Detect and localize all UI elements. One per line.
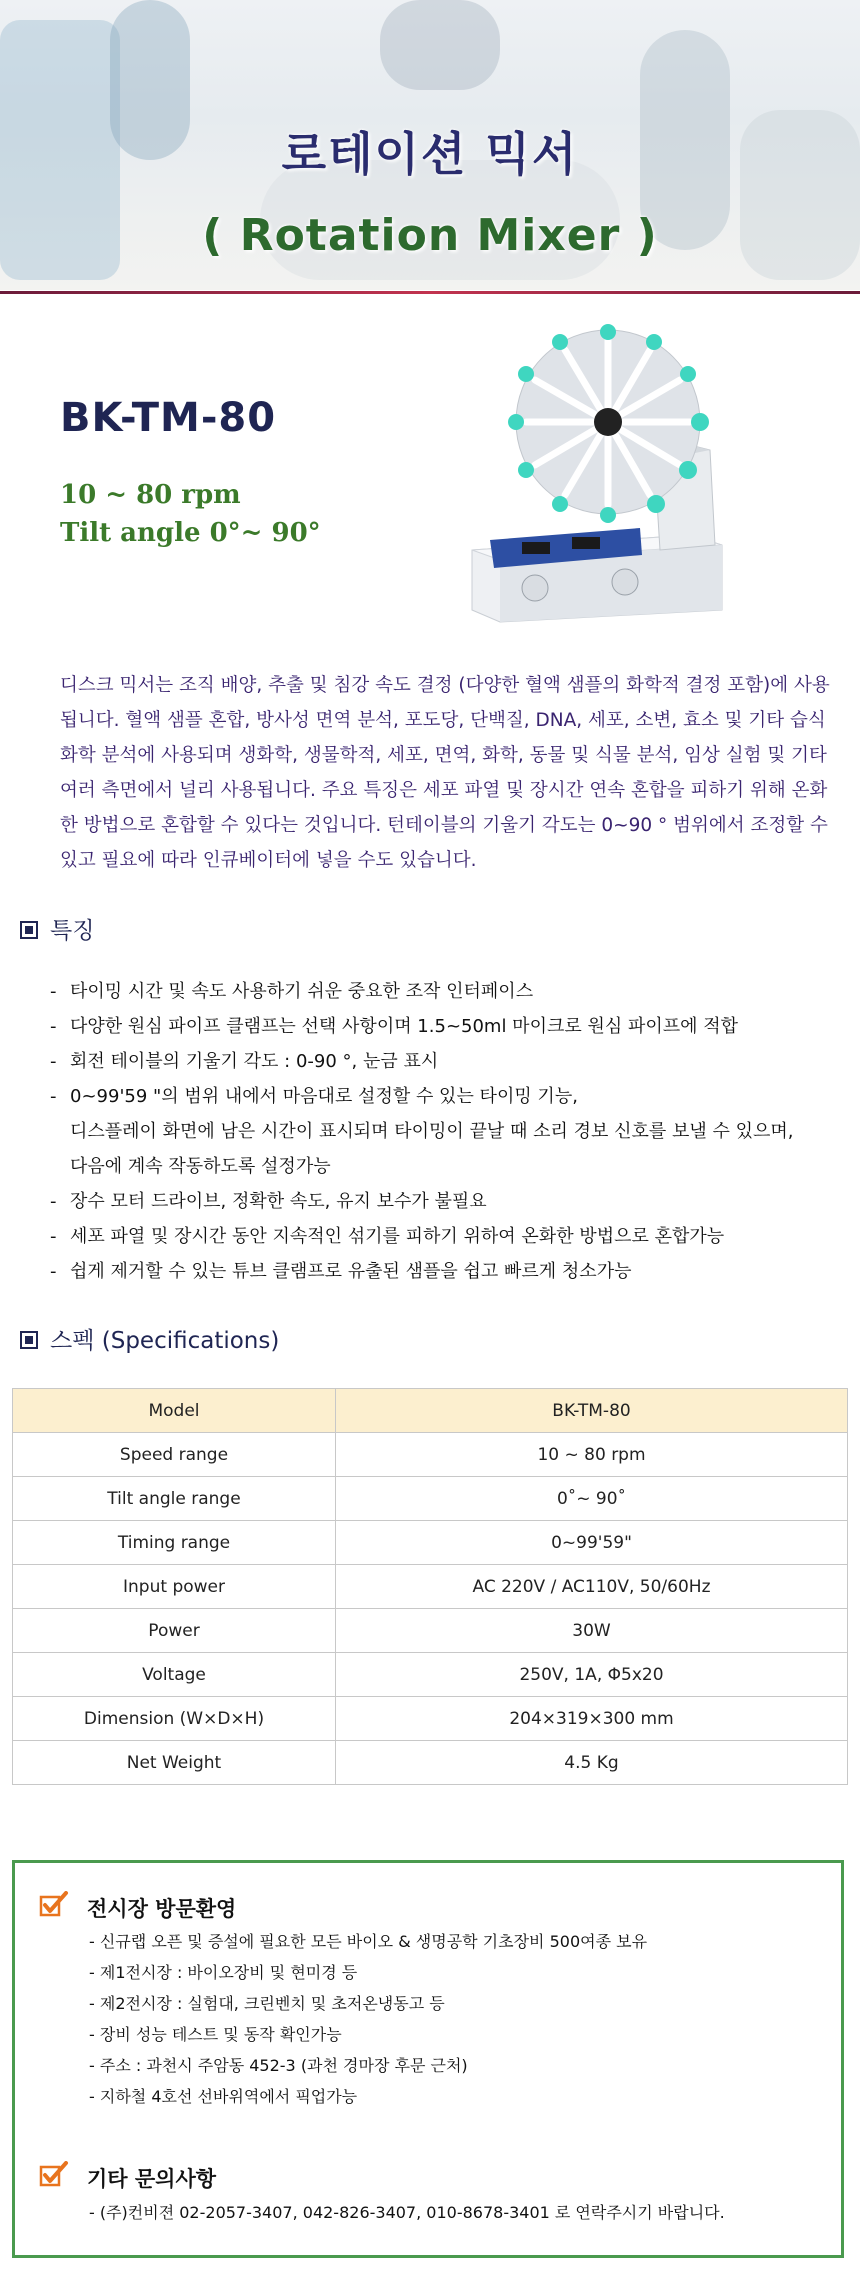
contact-list: [89, 2197, 725, 2228]
showroom-list: [89, 1926, 647, 2112]
banner-divider: [0, 291, 860, 294]
spec-key: Model: [13, 1389, 336, 1433]
list-item: - 0~99'59 "의 범위 내에서 마음대로 설정할 수 있는 타이밍 기능,: [50, 1079, 850, 1114]
check-icon: [39, 2161, 69, 2187]
table-row: [13, 1389, 848, 1433]
square-bullet-icon: [20, 1331, 38, 1349]
spec-key: Timing range: [13, 1521, 336, 1565]
spec-value: 0~99'59": [336, 1521, 848, 1565]
display-right: [572, 537, 600, 549]
list-item: - 장비 성능 테스트 및 동작 확인가능: [89, 2019, 647, 2050]
banner-bg-microscope: [380, 0, 500, 90]
table-row: [13, 1433, 848, 1477]
spec-value: 10 ~ 80 rpm: [336, 1433, 848, 1477]
spec-value: 250V, 1A, Φ5x20: [336, 1653, 848, 1697]
features-heading-text: 특징: [50, 918, 95, 944]
spec-table: [12, 1388, 848, 1785]
banner-title-korean: 로테이션 믹서: [281, 127, 579, 181]
features-list: [50, 974, 850, 1289]
product-tilt: Tilt angle 0°~ 90°: [60, 518, 321, 548]
list-item: - 다양한 원심 파이프 클램프는 선택 사항이며 1.5~50ml 마이크로 원심 파이프에 적합: [50, 1009, 850, 1044]
spec-key: Input power: [13, 1565, 336, 1609]
product-rpm: 10 ~ 80 rpm: [60, 480, 241, 510]
table-row: [13, 1609, 848, 1653]
table-row: [13, 1653, 848, 1697]
spec-value: AC 220V / AC110V, 50/60Hz: [336, 1565, 848, 1609]
table-row: [13, 1741, 848, 1785]
display-left: [522, 542, 550, 554]
product-model: BK-TM-80: [60, 395, 277, 441]
list-item: 다음에 계속 작동하도록 설정가능: [70, 1156, 331, 1177]
table-row: [13, 1521, 848, 1565]
contact-title: 기타 문의사항: [87, 2167, 217, 2191]
spec-key: Tilt angle range: [13, 1477, 336, 1521]
product-image: [460, 310, 740, 630]
specs-heading: [20, 1322, 279, 1355]
square-bullet-icon: [20, 921, 38, 939]
table-row: [13, 1565, 848, 1609]
product-description: 디스크 믹서는 조직 배양, 추출 및 침강 속도 결정 (다양한 혈액 샘플의 화학적 결정 포함)에 사용됩니다. 혈액 샘플 혼합, 방사성 면역 분석, 포도당, 단백질, DNA, 세포, 소변, 효소 및 기타 습식 화학 분석에 사용되며 생화학, 생물학적, 세포, 면역, 화학, 동물 및 식물 분석, 임상 실험 및 기타 여러 측면에서 널리 사용됩니다. 주요 특징은 세포 파열 및 장시간 연속 혼합을 피하기 위해 온화한 방법으로 혼합할 수 있다는 것입니다. 턴테이블의 기울기 각도는 0~90 ° 범위에서 조정할 수 있고 필요에 따라 인큐베이터에 넣을 수도 있습니다.: [60, 675, 830, 871]
spec-key: Power: [13, 1609, 336, 1653]
list-item: - 지하철 4호선 선바위역에서 픽업가능: [89, 2081, 647, 2112]
list-item: - 세포 파열 및 장시간 동안 지속적인 섞기를 피하기 위하여 온화한 방법으로 혼합가능: [50, 1219, 850, 1254]
spec-key: Speed range: [13, 1433, 336, 1477]
check-icon: [39, 1891, 69, 1917]
table-row: [13, 1697, 848, 1741]
header-banner: [0, 0, 860, 290]
list-item: - 제1전시장 : 바이오장비 및 현미경 등: [89, 1957, 647, 1988]
showroom-title: 전시장 방문환영: [87, 1897, 237, 1921]
list-item: - 신규랩 오픈 및 증설에 필요한 모든 바이오 & 생명공학 기초장비 500여종 보유: [89, 1926, 647, 1957]
spec-value: 30W: [336, 1609, 848, 1653]
list-item: - 쉽게 제거할 수 있는 튜브 클램프로 유출된 샘플을 쉽고 빠르게 청소가능: [50, 1254, 850, 1289]
list-item: - 장수 모터 드라이브, 정확한 속도, 유지 보수가 불필요: [50, 1184, 850, 1219]
list-item: 디스플레이 화면에 남은 시간이 표시되며 타이밍이 끝날 때 소리 경보 신호를 보낼 수 있으며,: [70, 1121, 794, 1142]
spec-value: 4.5 Kg: [336, 1741, 848, 1785]
table-row: [13, 1477, 848, 1521]
spec-value: BK-TM-80: [336, 1389, 848, 1433]
list-item: - 제2전시장 : 실험대, 크린벤치 및 초저온냉동고 등: [89, 1988, 647, 2019]
list-item: - 타이밍 시간 및 속도 사용하기 쉬운 중요한 조작 인터페이스: [50, 974, 850, 1009]
spec-key: Net Weight: [13, 1741, 336, 1785]
features-heading: [20, 912, 94, 945]
spec-value: 0˚~ 90˚: [336, 1477, 848, 1521]
info-box: [12, 1860, 844, 2258]
banner-title-english: ( Rotation Mixer ): [202, 210, 658, 261]
spec-key: Dimension (W×D×H): [13, 1697, 336, 1741]
list-item: - 주소 : 과천시 주암동 452-3 (과천 경마장 후문 근처): [89, 2050, 647, 2081]
spec-key: Voltage: [13, 1653, 336, 1697]
spec-value: 204×319×300 mm: [336, 1697, 848, 1741]
specs-heading-text: 스펙 (Specifications): [50, 1328, 280, 1354]
list-item: - 회전 테이블의 기울기 각도 : 0-90 °, 눈금 표시: [50, 1044, 850, 1079]
list-item: - (주)컨비젼 02-2057-3407, 042-826-3407, 010-8678-3401 로 연락주시기 바랍니다.: [89, 2197, 725, 2228]
